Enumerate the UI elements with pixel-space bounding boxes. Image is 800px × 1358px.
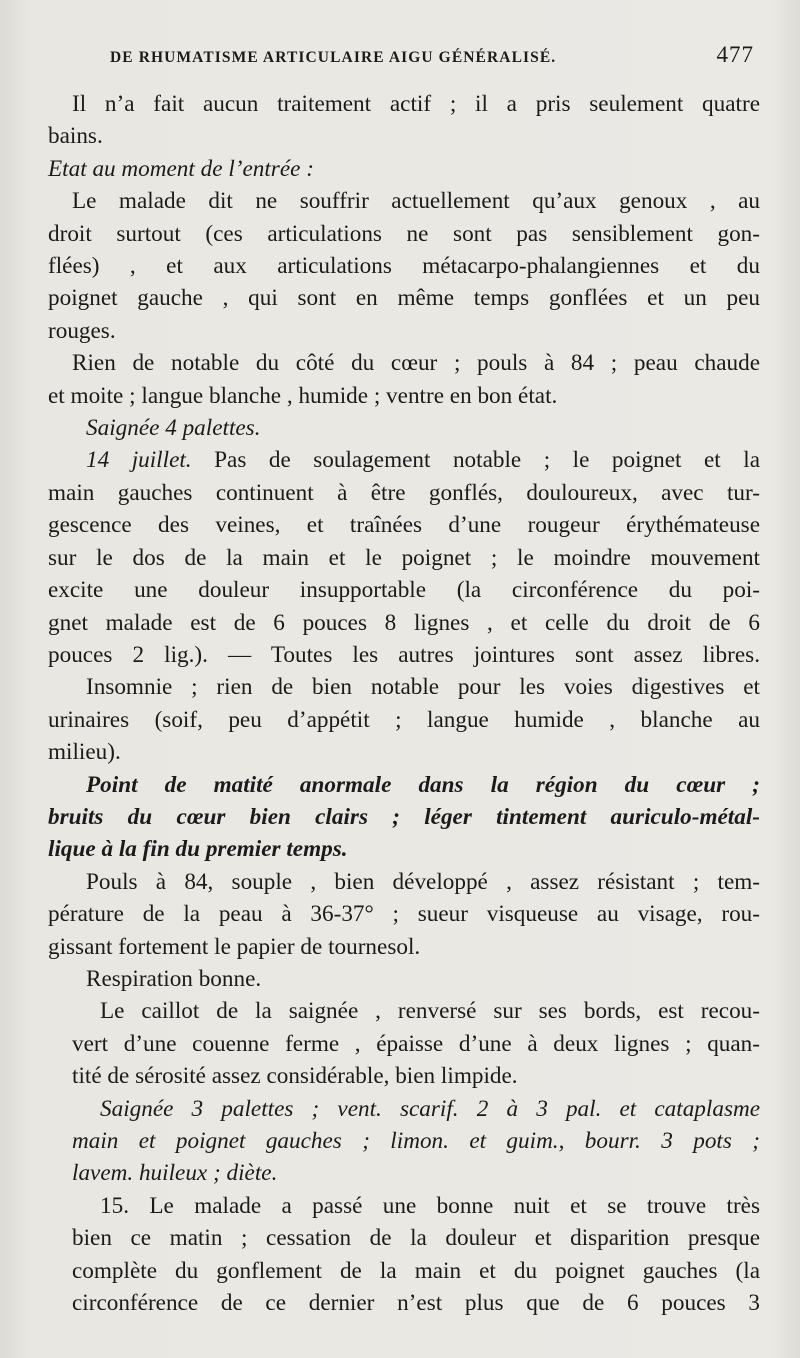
emphasis-line: lique à la fin du premier temps. bbox=[48, 836, 348, 863]
text-line: bains. bbox=[48, 123, 103, 150]
page-number: 477 bbox=[716, 42, 754, 67]
running-title: DE RHUMATISME ARTICULAIRE AIGU GÉNÉRALISÉ. bbox=[110, 49, 557, 66]
text-line: tité de sérosité assez considérable, bien limpide. bbox=[72, 1063, 518, 1090]
text-line: gnet malade est de 6 pouces 8 lignes , et celle du droit de 6 bbox=[48, 609, 760, 636]
body-text bbox=[48, 88, 760, 1319]
text-line: Pouls à 84, souple , bien développé , assez résistant ; tem- bbox=[86, 868, 760, 895]
text-line: pérature de la peau à 36-37° ; sueur visqueuse au visage, rou- bbox=[48, 901, 760, 928]
text-line: flées) , et aux articulations métacarpo-phalangiennes et du bbox=[48, 253, 760, 280]
section-heading: Etat au moment de l’entrée : bbox=[48, 155, 314, 182]
emphasis-line: Point de matité anormale dans la région du cœur ; bbox=[86, 771, 760, 798]
text-line: vert d’une couenne ferme , épaisse d’une à deux lignes ; quan- bbox=[72, 1030, 760, 1057]
text-line-continuation: Pas de soulagement notable ; le poignet et la bbox=[214, 447, 760, 474]
prescription-line: Saignée 4 palettes. bbox=[86, 415, 261, 442]
text-line: main gauches continuent à être gonflés, douloureux, avec tur- bbox=[48, 479, 760, 506]
text-line: gissant fortement le papier de tournesol. bbox=[48, 933, 421, 960]
text-line: Le malade dit ne souffrir actuellement qu’aux genoux , au bbox=[72, 188, 760, 215]
date-label: 14 juillet. bbox=[86, 447, 192, 474]
text-line: Il n’a fait aucun traitement actif ; il a pris seulement quatre bbox=[72, 91, 760, 117]
prescription-line: lavem. huileux ; diète. bbox=[72, 1160, 278, 1187]
text-line: urinaires (soif, peu d’appétit ; langue humide , blanche au bbox=[48, 706, 760, 733]
page-header bbox=[48, 42, 760, 88]
prescription-line: Saignée 3 palettes ; vent. scarif. 2 à 3 pal. et cataplasme bbox=[100, 1095, 760, 1122]
text-line: rouges. bbox=[48, 317, 116, 344]
text-line: droit surtout (ces articulations ne sont pas sensiblement gon- bbox=[48, 220, 760, 247]
text-line: excite une douleur insupportable (la circonférence du poi- bbox=[48, 577, 760, 604]
prescription-line: main et poignet gauches ; limon. et guim., bourr. 3 pots ; bbox=[72, 1128, 760, 1154]
text-line bbox=[48, 1190, 760, 1222]
text-line: gescence des veines, et traînées d’une rougeur érythémateuse bbox=[48, 512, 760, 539]
text-line: et moite ; langue blanche , humide ; ventre en bon état. bbox=[48, 382, 558, 409]
text-line: pouces 2 lig.). — Toutes les autres jointures sont assez libres. bbox=[48, 641, 760, 668]
date-label: 15. bbox=[100, 1192, 129, 1219]
text-line: circonférence de ce dernier n’est plus que de 6 pouces 3 bbox=[72, 1290, 760, 1317]
text-line: Rien de notable du côté du cœur ; pouls à 84 ; peau chaude bbox=[72, 350, 760, 377]
text-line: Le caillot de la saignée , renversé sur ses bords, est recou- bbox=[100, 998, 760, 1025]
text-line: complète du gonflement de la main et du poignet gauches (la bbox=[72, 1257, 760, 1284]
emphasis-line: bruits du cœur bien clairs ; léger tintement auriculo-métal- bbox=[48, 803, 760, 830]
text-line: Respiration bonne. bbox=[86, 965, 262, 992]
text-line: Insomnie ; rien de bien notable pour les voies digestives et bbox=[86, 674, 760, 701]
text-line: milieu). bbox=[48, 739, 121, 766]
text-line: poignet gauche , qui sont en même temps gonflées et un peu bbox=[48, 285, 760, 312]
text-line: bien ce matin ; cessation de la douleur et disparition presque bbox=[72, 1225, 760, 1252]
text-line-continuation: Le malade a passé une bonne nuit et se trouve très bbox=[149, 1192, 760, 1219]
text-line bbox=[48, 444, 760, 476]
text-line: sur le dos de la main et le poignet ; le moindre mouvement bbox=[48, 544, 760, 571]
